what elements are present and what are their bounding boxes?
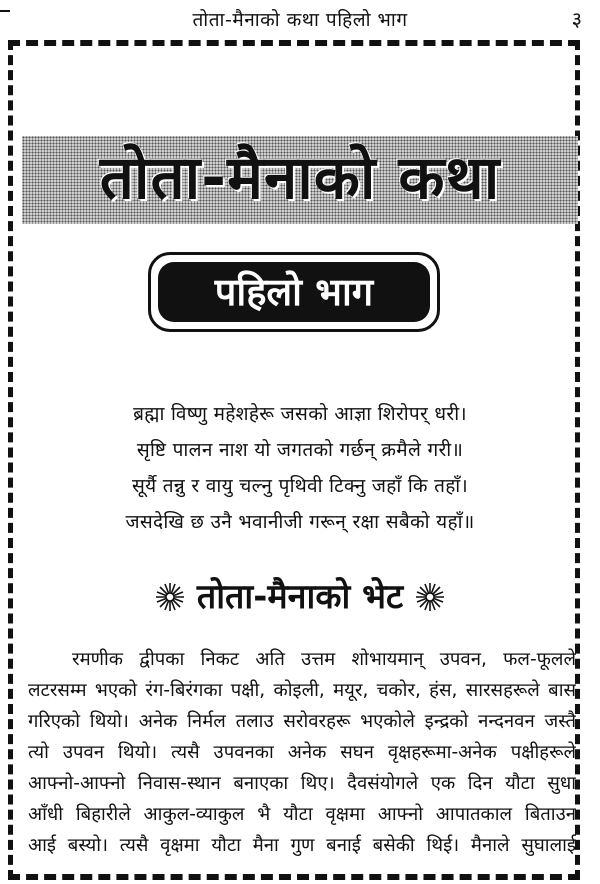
verse-line: सृष्टि पालन नाश यो जगतको गर्छन् क्रमैले गरी॥ (136, 439, 464, 461)
title-banner (22, 136, 578, 224)
paragraph-line: रमणीक द्वीपका निकट अति उत्तम शोभायमान् उपवन, फल-फूलले (72, 649, 576, 670)
paragraph-line: आफ्नो-आफ्नो निवास-स्थान बनाएका थिए। दैवसंयोगले एक दिन यौटा सुधा (28, 773, 576, 794)
verse-line: जसदेखि छ उनै भवानीजी गरून् रक्षा सबैको यहाँ॥ (125, 511, 475, 533)
chapter-label-box (148, 252, 440, 332)
story-title: तोता-मैनाको कथा (99, 143, 501, 213)
running-header (0, 4, 600, 34)
star-ornament-icon (155, 582, 185, 612)
paragraph-line: गरिएको थियो। अनेक निर्मल तलाउ सरोवरहरू भएकोले इन्द्रको नन्दनवन जस्तै (28, 711, 576, 732)
running-title: तोता-मैनाको कथा पहिलो भाग (192, 9, 408, 31)
page-number: ३ (571, 7, 582, 31)
paragraph-line: आँधी बिहारीले आकुल-व्याकुल भै यौटा वृक्षमा आफ्नो आपातकाल बिताउन (28, 804, 576, 825)
verse-line: सूर्यै तन्नु र वायु चल्नु पृथिवी टिक्नु जहाँ कि तहाँ। (131, 475, 469, 497)
paragraph-line: लटरसम्म भएको रंग-बिरंगका पक्षी, कोइली, मयूर, चकोर, हंस, सारसहरूले बास (28, 680, 576, 701)
chapter-label-fill (158, 262, 430, 322)
invocation-verse (0, 396, 600, 540)
section-title: तोता-मैनाको भेट (196, 577, 404, 617)
paragraph-line: आई बस्यो। त्यसै वृक्षमा यौटा मैना गुण बनाई बसेकी थिई। मैनाले सुघालाई (28, 835, 576, 856)
chapter-label: पहिलो भाग (214, 270, 374, 314)
section-heading (0, 572, 600, 622)
verse-line: ब्रह्मा विष्णु महेशहेरू जसको आज्ञा शिरोपर् धरी। (133, 403, 467, 425)
story-paragraph (28, 644, 576, 861)
paragraph-line: त्यो उपवन थियो। त्यसै उपवनका अनेक सघन वृक्षहरूमा-अनेक पक्षीहरूले (28, 742, 576, 763)
star-ornament-icon (415, 582, 445, 612)
